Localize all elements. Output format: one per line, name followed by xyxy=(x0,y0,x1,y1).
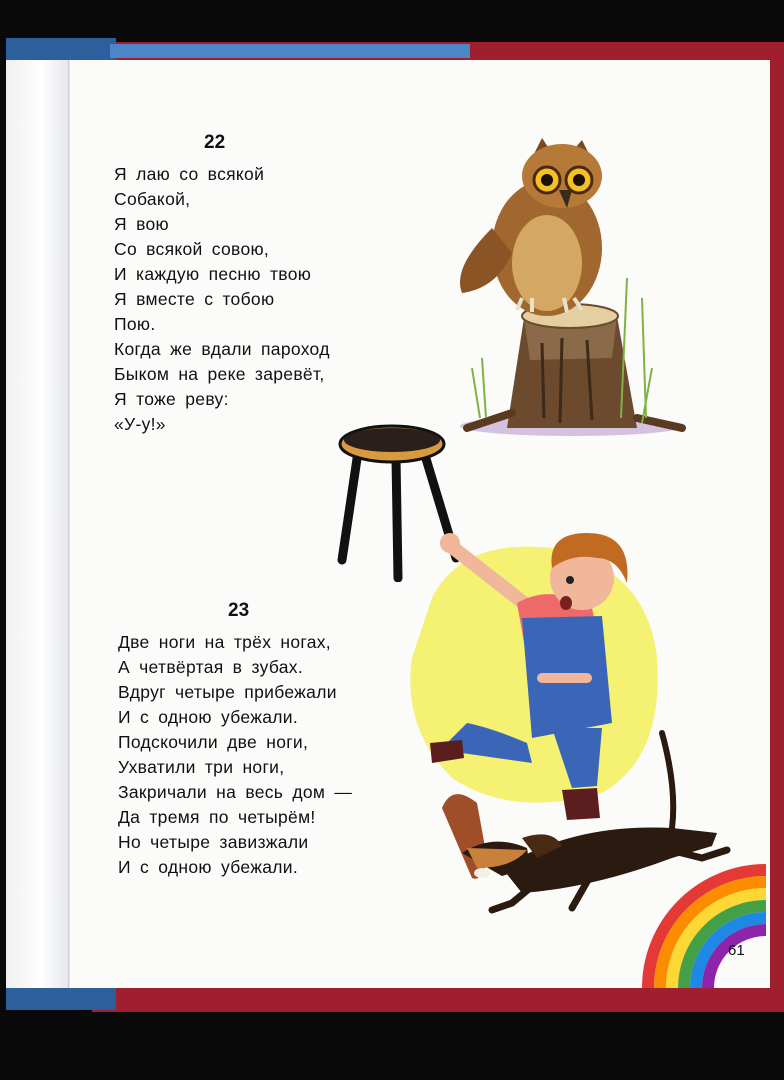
poem-line: Я вместе с тобою xyxy=(114,289,275,309)
page-gutter-line xyxy=(68,60,69,988)
poem-line: И с одною убежали. xyxy=(118,707,298,727)
poem-line: Пою. xyxy=(114,314,156,334)
poem-line: Собакой, xyxy=(114,189,191,209)
poem-line: Закричали на весь дом — xyxy=(118,782,353,802)
riddle-22-number: 22 xyxy=(204,132,226,153)
poem-line: Две ноги на трёх ногах, xyxy=(118,632,331,652)
poem-line: И с одною убежали. xyxy=(118,857,298,877)
poem-line: Да тремя по четырём! xyxy=(118,807,316,827)
poem-line: А четвёртая в зубах. xyxy=(118,657,303,677)
riddle-22-text xyxy=(114,162,330,437)
poem-line: Я вою xyxy=(114,214,169,234)
poem-line: Вдруг четыре прибежали xyxy=(118,682,337,702)
poem-line: «У-у!» xyxy=(114,414,166,434)
poem-line: И каждую песню твою xyxy=(114,264,312,284)
poem-line: Когда же вдали пароход xyxy=(114,339,330,359)
owl-on-stump-illustration xyxy=(452,128,692,446)
poem-line: Со всякой совою, xyxy=(114,239,270,259)
poem-line: Я тоже реву: xyxy=(114,389,229,409)
rainbow-illustration xyxy=(640,862,770,988)
riddle-23-number: 23 xyxy=(228,600,250,621)
riddle-23-text xyxy=(118,630,352,880)
book-cover-blue-top xyxy=(110,44,470,58)
poem-line: Но четыре завизжали xyxy=(118,832,309,852)
poem-line: Быком на реке заревёт, xyxy=(114,364,325,384)
poem-line: Ухватили три ноги, xyxy=(118,757,285,777)
page-number: 61 xyxy=(728,942,745,959)
page-gutter xyxy=(6,60,70,988)
poem-line: Я лаю со всякой xyxy=(114,164,265,184)
poem-line: Подскочили две ноги, xyxy=(118,732,309,752)
